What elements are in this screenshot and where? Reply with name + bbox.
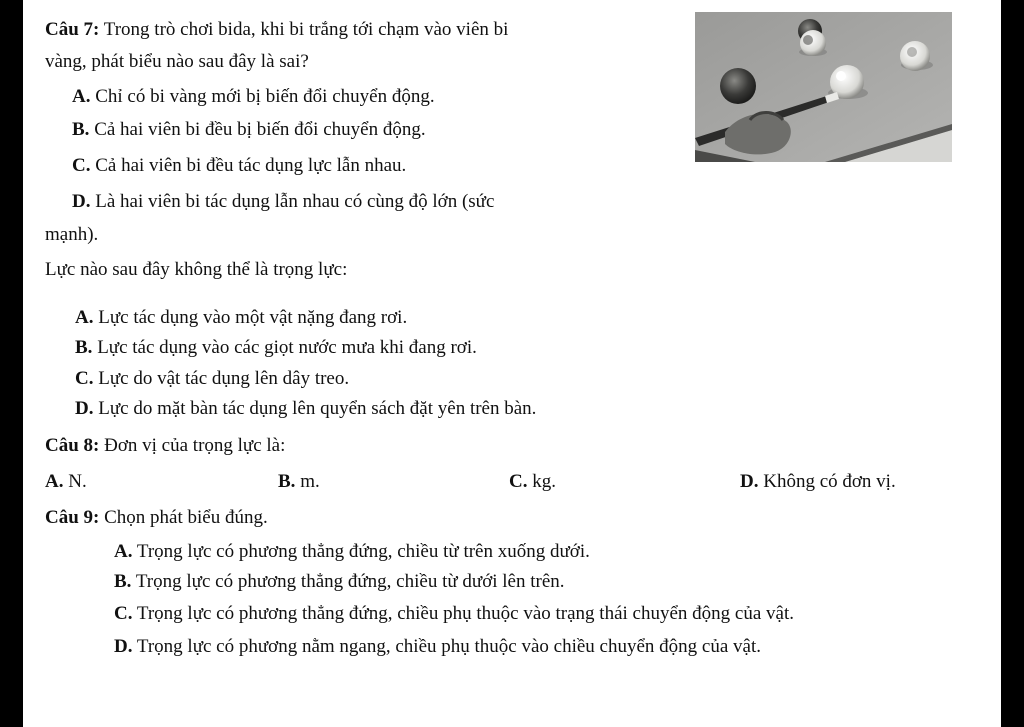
q9-option-a-text: Trọng lực có phương thẳng đứng, chiều từ trên xuống dưới. (136, 541, 590, 562)
q8-stem-line (45, 435, 285, 457)
q7-option-b-letter: B. (72, 119, 90, 140)
gravity-option-b (75, 337, 477, 359)
q7-option-c-letter: C. (72, 155, 91, 176)
gravity-option-b-text: Lực tác dụng vào các giọt nước mưa khi đang rơi. (97, 337, 477, 358)
gravity-option-d-letter: D. (75, 398, 94, 419)
billiard-photo-icon (695, 12, 952, 162)
gravity-option-a-letter: A. (75, 307, 94, 328)
q9-stem: Chọn phát biểu đúng. (104, 507, 268, 528)
gravity-question-stem: Lực nào sau đây không thể là trọng lực: (45, 259, 348, 280)
q8-option-d-text: Không có đơn vị. (763, 471, 896, 492)
q8-label: Câu 8: (45, 435, 100, 456)
q7-option-b (72, 119, 426, 141)
q7-option-a (72, 86, 435, 108)
billiard-photo (695, 12, 952, 162)
q7-label: Câu 7: (45, 19, 100, 40)
q9-option-c-text: Trọng lực có phương thẳng đứng, chiều phụ thuộc vào trạng thái chuyển động của vật. (136, 603, 794, 624)
gravity-option-c (75, 368, 349, 390)
q8-option-b-letter: B. (278, 471, 296, 492)
gravity-option-d (75, 398, 536, 420)
q7-option-a-letter: A. (72, 86, 91, 107)
q9-option-b-letter: B. (114, 571, 132, 592)
q8-option-d (740, 471, 896, 493)
q7-stem-line-2: vàng, phát biểu nào sau đây là sai? (45, 51, 309, 72)
q9-option-d-text: Trọng lực có phương nằm ngang, chiều phụ thuộc vào chiều chuyển động của vật. (136, 636, 761, 657)
q9-label: Câu 9: (45, 507, 100, 528)
gravity-option-c-text: Lực do vật tác dụng lên dây treo. (98, 368, 350, 389)
q9-option-d (114, 636, 761, 658)
q8-option-c (509, 471, 556, 493)
q8-option-b-text: m. (300, 471, 320, 492)
q8-option-a-text: N. (68, 471, 87, 492)
q7-option-d-continued: mạnh). (45, 224, 99, 245)
gravity-option-b-letter: B. (75, 337, 93, 358)
q9-option-c-letter: C. (114, 603, 133, 624)
q8-option-d-letter: D. (740, 471, 759, 492)
q8-stem: Đơn vị của trọng lực là: (104, 435, 286, 456)
q7-option-b-text: Cả hai viên bi đều bị biến đổi chuyển động. (94, 119, 426, 140)
q7-stem-line-1 (45, 19, 508, 41)
q9-option-b-text: Trọng lực có phương thẳng đứng, chiều từ dưới lên trên. (135, 571, 565, 592)
q8-option-c-letter: C. (509, 471, 528, 492)
gravity-option-a (75, 307, 407, 329)
q8-option-c-text: kg. (532, 471, 556, 492)
q7-option-c (72, 155, 406, 177)
gravity-option-c-letter: C. (75, 368, 94, 389)
q9-stem-line (45, 507, 268, 529)
q9-option-c (114, 603, 794, 625)
q8-option-a-letter: A. (45, 471, 64, 492)
q7-stem: Trong trò chơi bida, khi bi trắng tới chạm vào viên bi (103, 19, 509, 40)
q7-option-d-text: Là hai viên bi tác dụng lẫn nhau có cùng độ lớn (sức (95, 191, 495, 212)
q9-option-a-letter: A. (114, 541, 133, 562)
q7-option-d (72, 191, 494, 213)
q9-option-d-letter: D. (114, 636, 133, 657)
q8-option-a (45, 471, 87, 493)
gravity-option-d-text: Lực do mặt bàn tác dụng lên quyển sách đặt yên trên bàn. (98, 398, 537, 419)
q7-option-d-letter: D. (72, 191, 91, 212)
q9-option-b (114, 571, 565, 593)
q7-option-a-text: Chỉ có bi vàng mới bị biến đổi chuyển động. (95, 86, 435, 107)
q7-option-c-text: Cả hai viên bi đều tác dụng lực lẫn nhau. (95, 155, 407, 176)
gravity-option-a-text: Lực tác dụng vào một vật nặng đang rơi. (98, 307, 408, 328)
document-page (23, 0, 1001, 727)
q9-option-a (114, 541, 590, 563)
q8-option-b (278, 471, 320, 493)
